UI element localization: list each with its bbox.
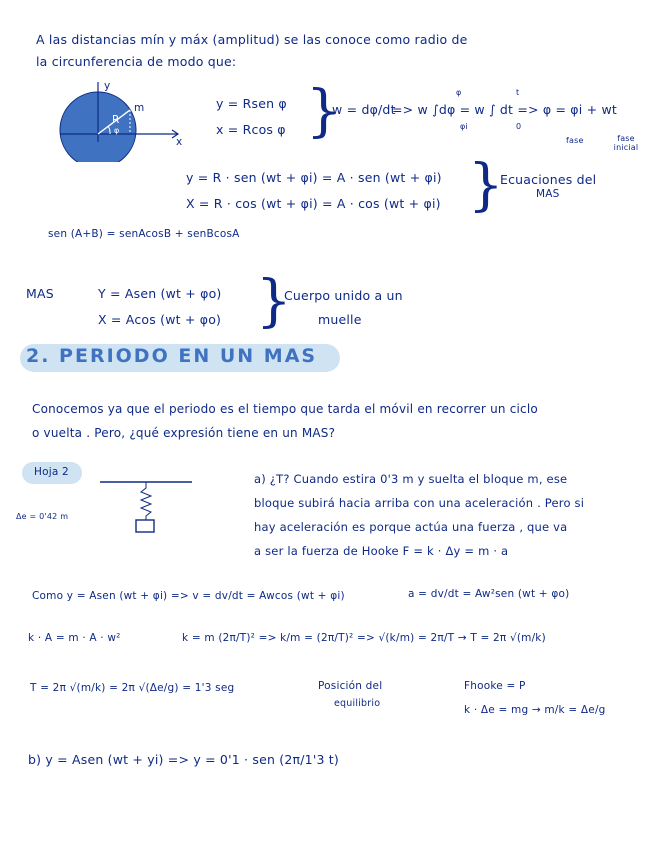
deriv-T: T = 2π √(m/k) = 2π √(Δe/g) = 1'3 seg xyxy=(30,682,235,694)
hooke-1: Fhooke = P xyxy=(464,680,526,692)
mas-block-x: X = Acos (wt + φo) xyxy=(98,312,222,327)
spring-diagram xyxy=(96,478,196,538)
part-b: b) y = Asen (wt + yi) => y = 0'1 · sen (2π/1'3 t) xyxy=(28,752,339,767)
eq-x-rcos: x = Rcos φ xyxy=(216,122,286,137)
eq-integral: => w ∫dφ = w ∫ dt => φ = φi + wt xyxy=(392,102,617,117)
mas-block-y: Y = Asen (wt + φo) xyxy=(98,286,222,301)
eq-y-rsen: y = Rsen φ xyxy=(216,96,287,111)
question-line-1: Conocemos ya que el periodo es el tiempo que tarda el móvil en recorrer un ciclo xyxy=(32,402,538,416)
deriv-k-eq: k = m (2π/T)² => k/m = (2π/T)² => √(k/m) = 2π/T → T = 2π √(m/k) xyxy=(182,632,546,644)
mas-block-label: MAS xyxy=(26,286,54,301)
mas-block-note-2: muelle xyxy=(318,312,362,327)
exercise-line-4: a ser la fuerza de Hooke F = k · Δy = m · a xyxy=(254,544,509,558)
deriv-velocity: Como y = Asen (wt + φi) => v = dv/dt = Awcos (wt + φi) xyxy=(32,590,345,602)
deriv-kA: k · A = m · A · w² xyxy=(28,632,121,644)
circle-label-y: y xyxy=(104,80,111,92)
circle-label-r: R xyxy=(112,114,120,126)
int-lower: φi xyxy=(460,122,468,131)
brace-mas: } xyxy=(468,153,504,218)
sheet-tag: Hoja 2 xyxy=(34,466,69,478)
circle-label-phi: φ xyxy=(114,126,120,135)
eq-pos-2: equilibrio xyxy=(334,698,381,709)
int-upper: φ xyxy=(456,88,462,97)
circle-diagram xyxy=(50,82,190,162)
eq-omega: w = dφ/dt xyxy=(332,102,396,117)
sum-identity: sen (A+B) = senAcosB + senBcosA xyxy=(48,228,240,240)
label-fase: fase xyxy=(566,136,584,145)
intro-line-2: la circunferencia de modo que: xyxy=(36,54,237,69)
eq-x-mas: X = R · cos (wt + φi) = A · cos (wt + φi) xyxy=(186,196,441,211)
mas-label-1: Ecuaciones del xyxy=(500,172,597,187)
exercise-line-1: a) ¿T? Cuando estira 0'3 m y suelta el bloque m, ese xyxy=(254,472,568,486)
spring xyxy=(141,482,151,520)
intro-line-1: A las distancias mín y máx (amplitud) se las conoce como radio de xyxy=(36,32,468,47)
int2-upper: t xyxy=(516,88,520,97)
section-title: 2. PERIODO EN UN MAS xyxy=(26,345,318,367)
exercise-line-3: hay aceleración es porque actúa una fuerza , que va xyxy=(254,520,568,534)
brace-mas-block: } xyxy=(256,269,292,334)
deriv-accel: a = dv/dt = Aw²sen (wt + φo) xyxy=(408,588,570,600)
mas-label-2: MAS xyxy=(536,188,560,200)
circle-label-x: x xyxy=(176,136,183,148)
brace-top: } xyxy=(306,79,342,144)
delta-label: Δe = 0'42 m xyxy=(16,512,69,521)
mas-block-note-1: Cuerpo unido a un xyxy=(284,288,403,303)
exercise-line-2: bloque subirá hacia arriba con una aceleración . Pero si xyxy=(254,496,585,510)
circle-label-m: m xyxy=(134,102,145,114)
eq-pos-1: Posición del xyxy=(318,680,383,692)
int2-lower: 0 xyxy=(516,122,522,131)
block-m xyxy=(136,520,154,532)
question-line-2: o vuelta . Pero, ¿qué expresión tiene en un MAS? xyxy=(32,426,336,440)
hooke-2: k · Δe = mg → m/k = Δe/g xyxy=(464,704,606,716)
eq-y-mas: y = R · sen (wt + φi) = A · sen (wt + φi) xyxy=(186,170,442,185)
label-fase-inicial: fase inicial xyxy=(613,134,639,152)
